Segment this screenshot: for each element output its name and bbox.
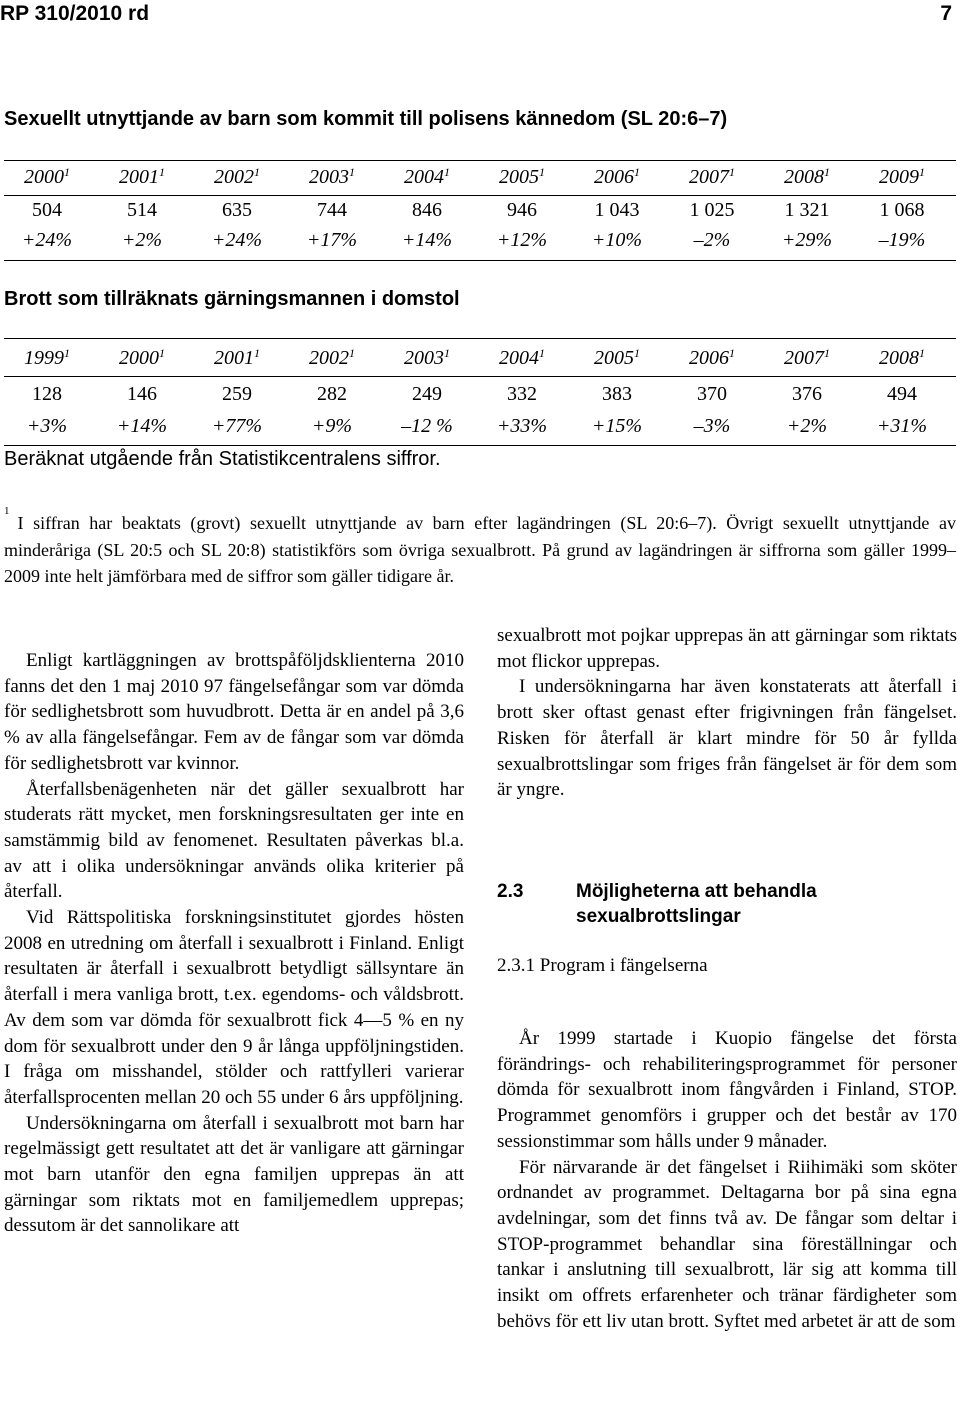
table2-title: Brott som tillräknats gärningsmannen i domstol	[4, 288, 460, 310]
table2-year-cell	[572, 347, 662, 370]
table1-count-cell-value: 1 025	[689, 199, 735, 221]
left-paragraph: Undersökningarna om återfall i sexualbrott mot barn har regelmässigt gett resultatet att det är vanligare att gärningar mot barn utanför den egna familjen upprepas än att gärningar som riktats mot en familjemedlem upprepas; dessutom är det sannolikare att	[4, 1112, 464, 1237]
table1-change-cell	[287, 229, 377, 252]
running-header	[0, 2, 960, 32]
table2-change-cell	[97, 415, 187, 438]
table2-year-cell	[667, 347, 757, 370]
right-paragraph: För närvarande är det fängelset i Riihimäki som sköter ordnandet av programmet. Deltagarna bor på sina egna avdelningar, som det finns två av. De fångar som deltar i STOP-programmet behandlar sina föreställningar och tankar i anslutning till sexualbrott, lär sig att komma till insikt om offrets erfarenheter och tränar färdigheter som behövs för ett liv utan brott. Syftet med arbetet är att de som	[497, 1156, 957, 1332]
table2-year-cell	[192, 347, 282, 370]
table1-change-cell	[477, 229, 567, 252]
footnote-reference: 1	[539, 346, 545, 360]
table2-year-row	[0, 347, 960, 377]
table1-change-cell-value: +14%	[401, 229, 453, 251]
footnote-reference: 1	[444, 346, 450, 360]
table2-year-cell	[287, 347, 377, 370]
footnote-reference: 1	[634, 346, 640, 360]
table2-count-cell	[667, 383, 757, 406]
table1-count-cell-value: 1 043	[594, 199, 640, 221]
table2-year-cell-value: 2006	[689, 347, 729, 369]
table1-count-cell-value: 946	[507, 199, 537, 221]
table2-count-cell-value: 282	[317, 383, 347, 405]
footnote-reference: 1	[64, 165, 70, 179]
table1-change-cell-value: +24%	[21, 229, 73, 251]
table2-year-cell-value: 2007	[784, 347, 824, 369]
table1-change-cell	[382, 229, 472, 252]
right-paragraph: År 1999 startade i Kuopio fängelse det första förändrings- och rehabiliteringsprogrammet för personer dömda för sexualbrott inom fångvården i Finland, STOP. Programmet genomförs i grupper och det består av 170 sessionstimmar som hålls under 9 månader.	[497, 1028, 957, 1152]
table1-year-cell-value: 2009	[879, 166, 919, 188]
right-paragraph: I undersökningarna har även konstaterats att återfall i brott sker oftast genast efter frigivningen från fängelset. Risken för återfall är klart mindre för 50 år fyllda sexualbrottslingar som friges från fängelset är för dem som är yngre.	[497, 676, 957, 801]
table1-year-cell	[572, 166, 662, 189]
table2-year-cell	[762, 347, 852, 370]
table1-year-cell	[477, 166, 567, 189]
table2-count-cell-value: 332	[507, 383, 537, 405]
table2-count-cell-value: 146	[127, 383, 157, 405]
table1-change-row	[0, 229, 960, 259]
left-paragraph: Vid Rättspolitiska forskningsinstitutet gjordes hösten 2008 en utredning om återfall i sexualbrott i Finland. Enligt resultaten är återfall i sexualbrott betydligt sällsyntare än återfall i mera vanliga brott, t.ex. egendoms- och våldsbrott. Av dem som var dömda för sexualbrott fick 4—5 % en ny dom för sexualbrott under den 9 år långa uppföljningstiden. I fråga om misshandel, stölder och rattfylleri varierar återfallsprocenten mellan 20 och 55 under 6 års uppföljning.	[4, 907, 464, 1108]
footnote-reference: 1	[729, 165, 735, 179]
footnote-reference: 1	[349, 346, 355, 360]
footnote-reference: 1	[159, 346, 165, 360]
table2-change-cell-value: +14%	[116, 415, 168, 437]
table1-count-cell	[2, 199, 92, 222]
table2-year-cell-value: 1999	[24, 347, 64, 369]
document-reference: RP 310/2010 rd	[0, 2, 150, 25]
footnote-reference: 1	[919, 165, 925, 179]
table2-year-cell-value: 2005	[594, 347, 634, 369]
table1-year-cell	[857, 166, 947, 189]
table2-change-cell-value: +3%	[26, 415, 68, 437]
footnote-reference: 1	[634, 165, 640, 179]
table2-change-cell-value: +15%	[591, 415, 643, 437]
section-heading: Möjligheterna att behandla sexualbrottslingar	[576, 881, 817, 927]
table1-change-cell	[572, 229, 662, 252]
table2-count-cell	[97, 383, 187, 406]
table1-year-cell-value: 2005	[499, 166, 539, 188]
table2-year-cell-value: 2008	[879, 347, 919, 369]
table1-change-cell	[857, 229, 947, 252]
table1-change-cell	[762, 229, 852, 252]
table2-change-cell-value: +2%	[786, 415, 828, 437]
left-column	[4, 648, 464, 1239]
table1-change-cell-value: –19%	[878, 229, 926, 251]
table2-count-cell	[382, 383, 472, 406]
table1-count-row	[0, 199, 960, 229]
table1-change-cell	[667, 229, 757, 252]
table1-count-cell	[477, 199, 567, 222]
table1-year-cell	[762, 166, 852, 189]
footnote-reference: 1	[64, 346, 70, 360]
table2-year-cell	[97, 347, 187, 370]
table1-top-rule	[4, 160, 956, 161]
table2-count-cell-value: 128	[32, 383, 62, 405]
table2-count-cell	[762, 383, 852, 406]
table1-change-cell-value: –2%	[693, 229, 731, 251]
table1-change-cell	[2, 229, 92, 252]
table1-year-cell	[97, 166, 187, 189]
table2-count-cell-value: 383	[602, 383, 632, 405]
right-column-bottom	[497, 1026, 957, 1334]
table2-year-cell	[2, 347, 92, 370]
subsection-heading: 2.3.1 Program i fängelserna	[497, 955, 708, 976]
table2-year-cell-value: 2004	[499, 347, 539, 369]
table2-bottom-rule	[4, 445, 956, 446]
table1-count-cell-value: 846	[412, 199, 442, 221]
section-number: 2.3	[497, 881, 524, 902]
table2-change-cell-value: –12 %	[401, 415, 453, 437]
table2-count-cell-value: 494	[887, 383, 917, 405]
table2-count-cell-value: 249	[412, 383, 442, 405]
footnote-reference: 1	[539, 165, 545, 179]
footnote-reference: 1	[824, 165, 830, 179]
table1-year-cell-value: 2002	[214, 166, 254, 188]
table2-count-cell-value: 259	[222, 383, 252, 405]
table1-count-cell	[97, 199, 187, 222]
table2-year-cell-value: 2000	[119, 347, 159, 369]
table1-change-cell	[97, 229, 187, 252]
table1-count-cell	[667, 199, 757, 222]
table2-count-cell	[857, 383, 947, 406]
table2-change-cell	[667, 415, 757, 438]
right-paragraph-continuation: sexualbrott mot pojkar upprepas än att gärningar som riktats mot flickor upprepas.	[497, 625, 957, 672]
table1-year-cell	[667, 166, 757, 189]
table1-year-cell	[287, 166, 377, 189]
footnote-reference: 1	[824, 346, 830, 360]
table1-year-cell-value: 2008	[784, 166, 824, 188]
footnote-reference: 1	[919, 346, 925, 360]
footnote-reference: 1	[349, 165, 355, 179]
footnote-reference: 1	[159, 165, 165, 179]
footnote-reference: 1	[729, 346, 735, 360]
table1-change-cell	[192, 229, 282, 252]
table1-header-rule	[4, 195, 956, 196]
table2-change-cell-value: +33%	[496, 415, 548, 437]
table2-count-cell	[572, 383, 662, 406]
table2-count-cell	[287, 383, 377, 406]
footnote	[4, 505, 956, 590]
table1-count-cell-value: 1 068	[879, 199, 925, 221]
table2-change-row	[0, 415, 960, 445]
table1-change-cell-value: +12%	[496, 229, 548, 251]
table2-change-cell	[762, 415, 852, 438]
table2-year-cell-value: 2003	[404, 347, 444, 369]
table1-change-cell-value: +10%	[591, 229, 643, 251]
table1-year-cell-value: 2003	[309, 166, 349, 188]
table2-count-cell	[192, 383, 282, 406]
table2-change-cell	[287, 415, 377, 438]
table2-change-cell-value: +31%	[876, 415, 928, 437]
page-number: 7	[940, 2, 952, 25]
table2-year-cell	[857, 347, 947, 370]
table2-change-cell-value: +9%	[311, 415, 353, 437]
table2-header-rule	[4, 376, 956, 377]
table1-bottom-rule	[4, 260, 956, 261]
table2-change-cell	[192, 415, 282, 438]
table1-count-cell-value: 635	[222, 199, 252, 221]
table1-year-cell	[382, 166, 472, 189]
table2-top-rule	[4, 338, 956, 339]
table1-count-cell-value: 744	[317, 199, 347, 221]
left-paragraph: Enligt kartläggningen av brottspåföljdsklienterna 2010 fanns det den 1 maj 2010 97 fängelsefångar som var dömda för sedlighetsbrott som huvudbrott. Detta är en andel på 3,6 % av alla fängelsefångar. Fem av de fångar som var dömda för sedlighetsbrott var kvinnor.	[4, 650, 464, 774]
footnote-reference: 1	[254, 346, 260, 360]
table1-year-cell-value: 2006	[594, 166, 634, 188]
table1-count-cell	[192, 199, 282, 222]
table1-count-cell	[572, 199, 662, 222]
table2-change-cell	[857, 415, 947, 438]
table1-year-cell-value: 2007	[689, 166, 729, 188]
table1-count-cell	[762, 199, 852, 222]
table1-count-cell	[287, 199, 377, 222]
table2-count-cell-value: 370	[697, 383, 727, 405]
footnote-reference: 1	[444, 165, 450, 179]
table1-count-cell	[857, 199, 947, 222]
footnote-text: I siffran har beaktats (grovt) sexuellt utnyttjande av barn efter lagändringen (SL 20:6–7). Övrigt sexuellt utnyttjande av minderåriga (SL 20:5 och SL 20:8) statistikförs som övriga sexualbrott. På grund av lagändringen är siffrorna som gäller 1999–2009 inte helt jämförbara med de siffror som gäller tidigare år.	[4, 513, 956, 587]
table2-change-cell	[477, 415, 567, 438]
left-paragraph: Återfallsbenägenheten när det gäller sexualbrott har studerats rätt mycket, men forskningsresultaten ger inte en samstämmig bild av fenomenet. Resultaten påverkas bl.a. av att i olika undersökningar används olika kriterier på återfall.	[4, 778, 464, 903]
table1-year-cell-value: 2001	[119, 166, 159, 188]
right-column-top	[497, 623, 957, 803]
table2-year-cell-value: 2001	[214, 347, 254, 369]
table2-change-cell-value: –3%	[693, 415, 731, 437]
table2-year-cell	[382, 347, 472, 370]
table2-count-cell-value: 376	[792, 383, 822, 405]
table1-count-cell-value: 514	[127, 199, 157, 221]
table1-change-cell-value: +29%	[781, 229, 833, 251]
table2-change-cell-value: +77%	[211, 415, 263, 437]
table1-year-cell-value: 2004	[404, 166, 444, 188]
footnote-mark: 1	[4, 505, 10, 517]
table1-count-cell-value: 504	[32, 199, 62, 221]
table1-count-cell	[382, 199, 472, 222]
table2-source: Beräknat utgående från Statistikcentralens siffror.	[4, 448, 441, 470]
table1-year-cell-value: 2000	[24, 166, 64, 188]
table1-year-cell	[192, 166, 282, 189]
table2-count-cell	[477, 383, 567, 406]
table1-year-row	[0, 166, 960, 196]
footnote-reference: 1	[254, 165, 260, 179]
table2-year-cell-value: 2002	[309, 347, 349, 369]
table1-change-cell-value: +24%	[211, 229, 263, 251]
table1-change-cell-value: +17%	[306, 229, 358, 251]
table2-change-cell	[572, 415, 662, 438]
table2-count-row	[0, 383, 960, 413]
table2-year-cell	[477, 347, 567, 370]
table1-count-cell-value: 1 321	[784, 199, 830, 221]
table2-change-cell	[382, 415, 472, 438]
table1-year-cell	[2, 166, 92, 189]
table2-change-cell	[2, 415, 92, 438]
table1-change-cell-value: +2%	[121, 229, 163, 251]
table2-count-cell	[2, 383, 92, 406]
table1-title: Sexuellt utnyttjande av barn som kommit till polisens kännedom (SL 20:6–7)	[4, 108, 728, 130]
